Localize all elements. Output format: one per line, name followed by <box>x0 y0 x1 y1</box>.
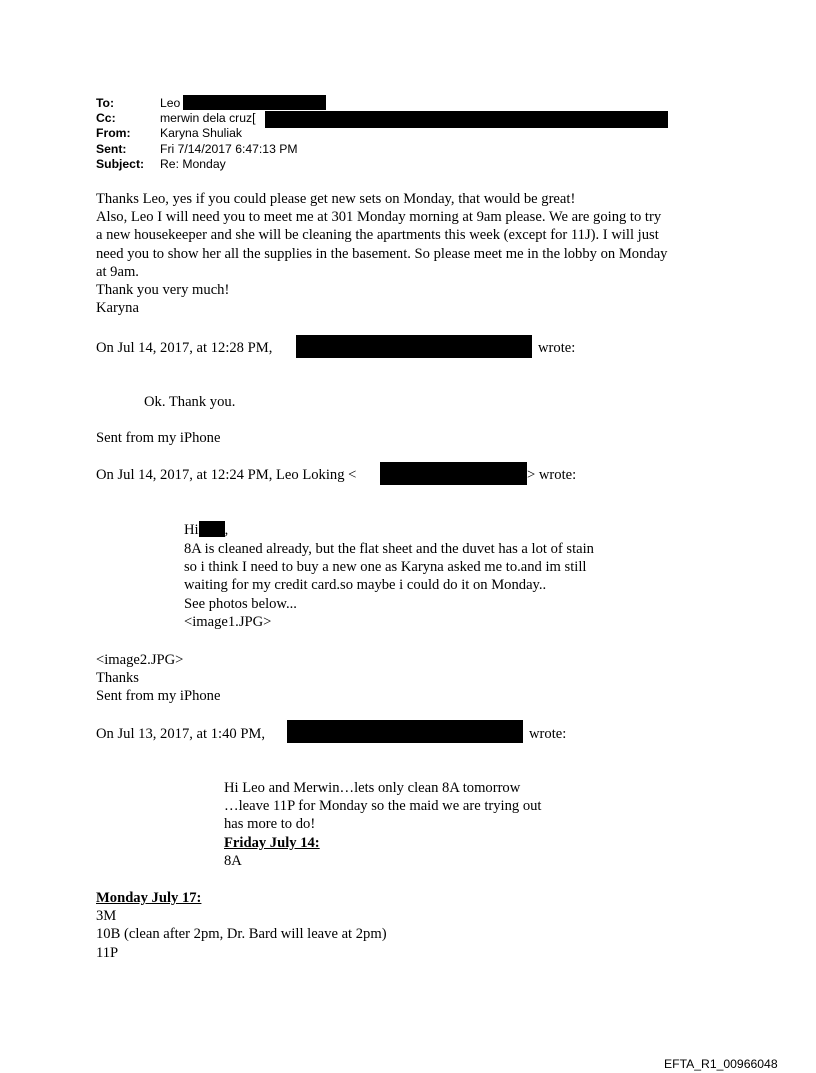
quote2-body <box>184 540 644 631</box>
quote2-line: waiting for my credit card.so maybe i could do it on Monday.. <box>184 577 547 594</box>
document-id: EFTA_R1_00966048 <box>664 1057 778 1071</box>
sent-label: Sent: <box>96 141 127 156</box>
body-line: need you to show her all the supplies in the basement. So please meet me in the lobby on Monday <box>96 245 668 262</box>
from-label: From: <box>96 126 131 141</box>
body-line: Karyna <box>96 300 139 317</box>
quote3-intro: On Jul 13, 2017, at 1:40 PM, <box>96 726 266 742</box>
from-value: Karyna Shuliak <box>160 126 242 141</box>
monday-heading: Monday July 17: <box>96 890 202 906</box>
quote2-thanks: Thanks <box>96 670 139 687</box>
quote1-message: Ok. Thank you. <box>144 394 236 410</box>
from-row <box>96 126 298 141</box>
redaction-cc <box>265 111 668 128</box>
monday-schedule <box>96 889 736 962</box>
cc-label: Cc: <box>96 111 116 126</box>
quote2-attachment: <image2.JPG> <box>96 652 184 668</box>
body-line: Thanks Leo, yes if you could please get new sets on Monday, that would be great! <box>96 191 576 207</box>
quote3-line: Hi Leo and Merwin…lets only clean 8A tomorrow <box>224 780 521 796</box>
quote2-attachment: <image1.JPG> <box>184 613 272 630</box>
friday-heading: Friday July 14: <box>224 834 320 851</box>
body-line: at 9am. <box>96 263 139 280</box>
monday-item: 11P <box>96 944 119 961</box>
quote3-line: has more to do! <box>224 816 316 833</box>
quote2-signature: Sent from my iPhone <box>96 688 221 705</box>
quote2-greeting <box>184 521 228 539</box>
quote1-intro: On Jul 14, 2017, at 12:28 PM, <box>96 340 273 356</box>
redaction-greeting-name <box>199 521 225 537</box>
body-line: Thank you very much! <box>96 282 230 299</box>
quote2-line: 8A is cleaned already, but the flat sheet and the duvet has a lot of stain <box>184 541 594 557</box>
redaction-quote3-sender <box>287 720 523 743</box>
subject-label: Subject: <box>96 156 145 171</box>
monday-item: 10B (clean after 2pm, Dr. Bard will leave at 2pm) <box>96 926 387 943</box>
quote2-after <box>96 651 736 706</box>
redaction-to <box>183 95 326 110</box>
redaction-quote2-email <box>380 462 527 485</box>
redaction-quote1-sender <box>296 335 532 358</box>
quote3-line: …leave 11P for Monday so the maid we are trying out <box>224 798 542 815</box>
cc-value: merwin dela cruz[ <box>160 111 256 126</box>
to-value: Leo <box>160 96 181 110</box>
to-label: To: <box>96 96 115 110</box>
body-line: a new housekeeper and she will be cleaning the apartments this week (except for 11J). I will just <box>96 227 659 244</box>
quote3-wrote: wrote: <box>529 726 567 742</box>
sent-value: Fri 7/14/2017 6:47:13 PM <box>160 141 298 156</box>
quote2-line: See photos below... <box>184 595 297 612</box>
sent-row <box>96 142 298 157</box>
subject-value: Re: Monday <box>160 156 226 171</box>
quote3-body <box>224 779 624 870</box>
quote1-wrote: wrote: <box>538 340 576 356</box>
greeting-hi: Hi <box>184 522 199 538</box>
quote2-intro: On Jul 14, 2017, at 12:24 PM, Leo Loking < <box>96 467 357 483</box>
quote1-signature: Sent from my iPhone <box>96 430 221 446</box>
message-body <box>96 190 736 317</box>
quote2-line: so i think I need to buy a new one as Karyna asked me to.and im still <box>184 559 587 576</box>
quote2-wrote: > wrote: <box>527 467 577 483</box>
greeting-comma: , <box>224 522 229 538</box>
monday-item: 3M <box>96 908 117 925</box>
friday-item: 8A <box>224 852 242 869</box>
subject-row <box>96 157 298 172</box>
body-line: Also, Leo I will need you to meet me at 301 Monday morning at 9am please. We are going to try <box>96 209 662 226</box>
